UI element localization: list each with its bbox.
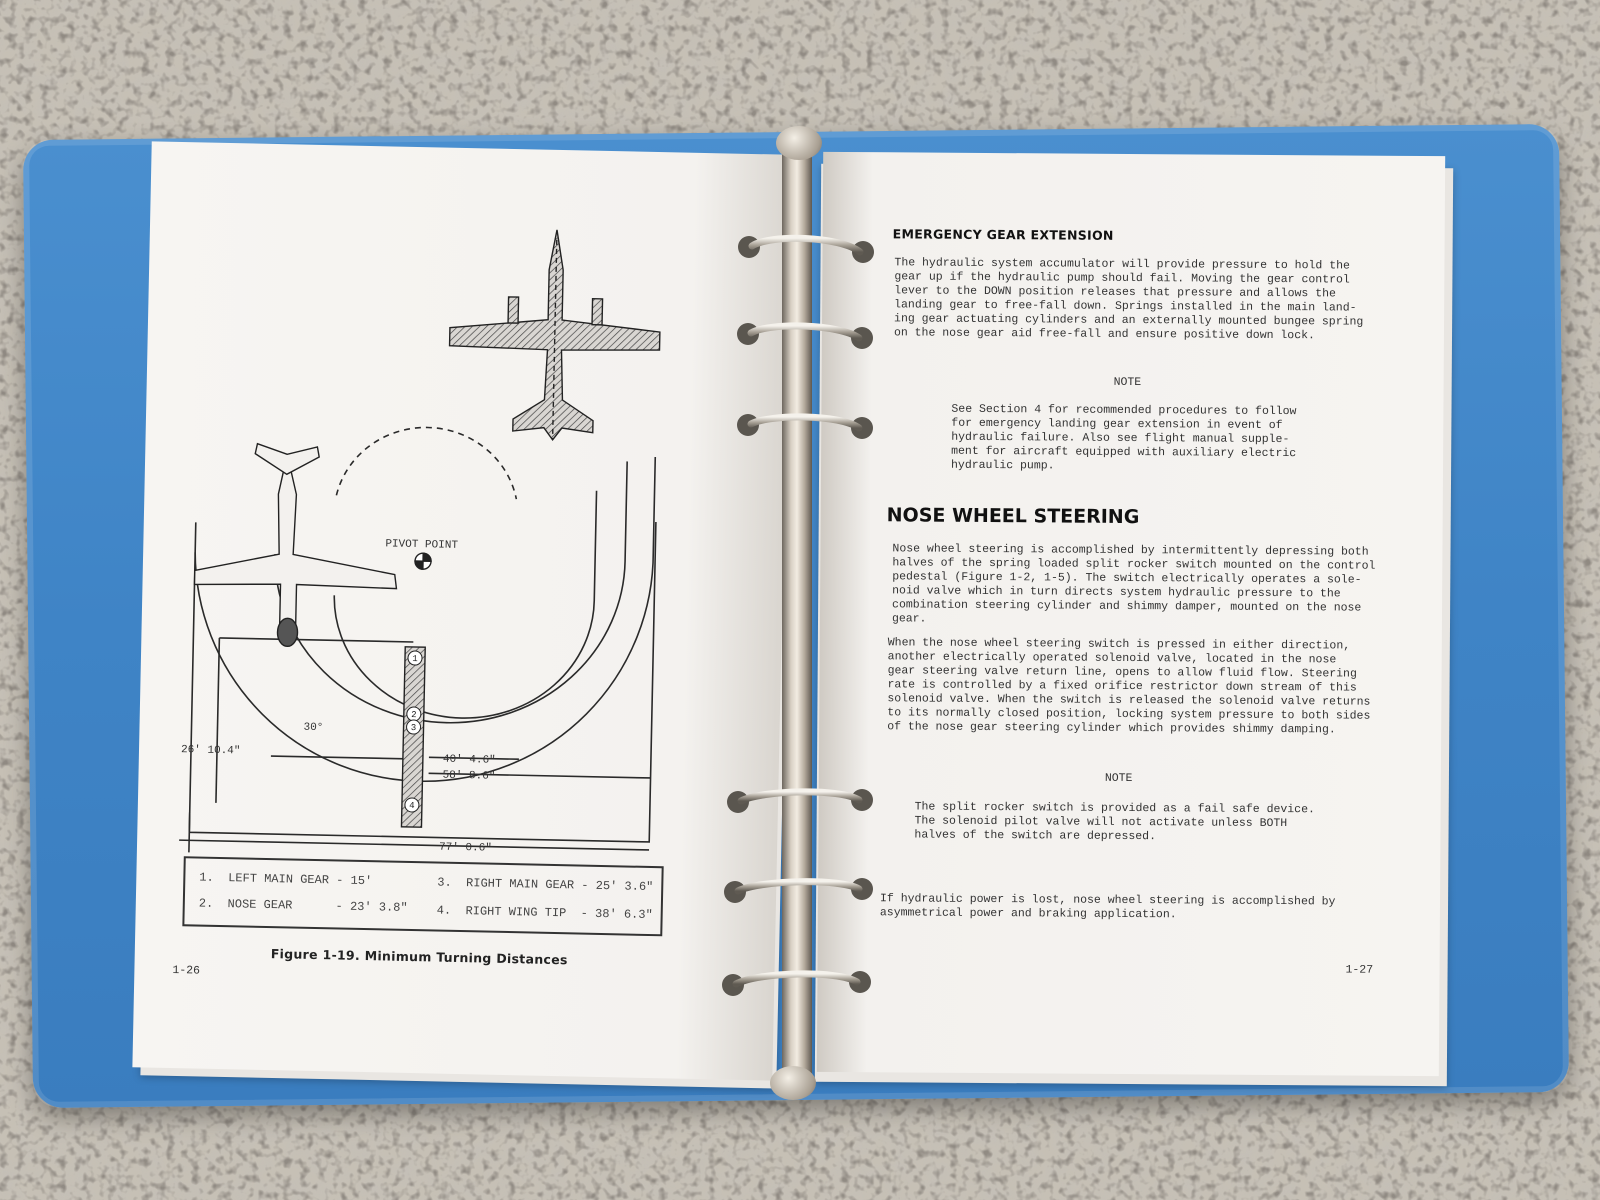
text-line: Nose wheel steering is accomplished by intermittently depressing both xyxy=(892,542,1369,559)
text-line: pedestal (Figure 1-2, 1-5). The switch electrically operates a sole- xyxy=(892,570,1362,587)
emergency-gear-heading: EMERGENCY GEAR EXTENSION xyxy=(892,226,1114,243)
dim-40ft: 40' 4.6" xyxy=(442,753,496,767)
text-line: asymmetrical power and braking application. xyxy=(879,906,1177,922)
right-page xyxy=(817,152,1445,1076)
legend-item-2: 2. NOSE GEAR - 23' 3.8" xyxy=(198,896,408,915)
text-line: gear. xyxy=(891,612,927,626)
text-line: The solenoid pilot valve will not activate unless BOTH xyxy=(914,814,1288,831)
dashed-pivot-arc xyxy=(336,426,517,500)
text-line: See Section 4 for recommended procedures to follow xyxy=(951,402,1297,419)
text-line: halves of the switch are depressed. xyxy=(914,828,1157,844)
text-line: ment for aircraft equipped with auxiliary electric xyxy=(951,444,1297,461)
note-2-body xyxy=(914,800,1394,845)
angle-label: 30° xyxy=(303,721,324,735)
note-2-title: NOTE xyxy=(1104,771,1133,786)
marker-2: 2 xyxy=(411,709,417,721)
pivot-point-marker xyxy=(415,553,431,569)
text-line: The split rocker switch is provided as a fail safe device. xyxy=(914,800,1315,817)
text-line: When the nose wheel steering switch is pressed in either direction, xyxy=(887,636,1351,653)
note-1-title: NOTE xyxy=(1113,375,1142,390)
page-number-right: 1-27 xyxy=(1345,963,1374,977)
text-line: halves of the spring loaded split rocker switch mounted on the control xyxy=(892,556,1376,573)
text-line: ing gear actuating cylinders and an externally mounted bungee spring xyxy=(894,312,1364,329)
left-page xyxy=(132,141,791,1080)
text-line: noid valve which in turn directs system hydraulic pressure to the xyxy=(892,584,1341,601)
text-line: solenoid valve. When the switch is released the solenoid valve returns xyxy=(887,692,1371,709)
turning-distance-diagram xyxy=(179,192,672,855)
binder-post-bottom xyxy=(770,1066,816,1100)
aircraft-turning xyxy=(193,442,399,648)
text-line: landing gear to free-fall down. Springs installed in the main land- xyxy=(894,298,1357,315)
text-line: hydraulic failure. Also see flight manual supple- xyxy=(951,430,1290,447)
main-gear-path xyxy=(272,454,627,726)
text-line: The hydraulic system accumulator will provide pressure to hold the xyxy=(894,256,1350,273)
binder-spine xyxy=(782,134,812,1090)
dim-77ft: 77' 0.6" xyxy=(438,841,492,855)
dim-26ft: 26' 10.4" xyxy=(180,744,241,758)
legend-item-1: 1. LEFT MAIN GEAR - 15' xyxy=(199,870,373,889)
text-line: another electrically operated solenoid valve, located in the nose xyxy=(887,650,1337,667)
final-paragraph xyxy=(880,892,1420,924)
text-line: of the nose gear steering cylinder which provides shimmy damping. xyxy=(887,720,1336,737)
marker-4: 4 xyxy=(409,800,415,812)
aircraft-top xyxy=(448,228,662,442)
marker-3: 3 xyxy=(410,722,417,734)
note-1-body xyxy=(951,403,1351,476)
figure-caption: Figure 1-19. Minimum Turning Distances xyxy=(270,946,568,968)
pivot-point-label: PIVOT POINT xyxy=(385,538,459,552)
text-line: for emergency landing gear extension in event of xyxy=(951,416,1283,433)
text-line: combination steering cylinder and shimmy damper, mounted on the nose xyxy=(892,598,1362,615)
text-line: to its normally closed position, locking system pressure to both sides xyxy=(887,706,1371,723)
inner-turn-path xyxy=(332,485,597,720)
legend-item-3: 3. RIGHT MAIN GEAR - 25' 3.6" xyxy=(437,875,654,895)
page-number-left: 1-26 xyxy=(172,964,201,978)
legend-item-4: 4. RIGHT WING TIP - 38' 6.3" xyxy=(436,903,653,923)
steering-paragraph-1 xyxy=(892,542,1429,630)
binder-post-top xyxy=(776,126,822,160)
text-line: gear steering valve return line, opens to allow fluid flow. Steering xyxy=(887,664,1357,681)
marker-1: 1 xyxy=(412,653,418,665)
text-line: hydraulic pump. xyxy=(950,458,1055,473)
dim-58ft: 58' 8.6" xyxy=(442,769,496,783)
text-line: rate is controlled by a fixed orifice restrictor down stream of this xyxy=(887,678,1357,695)
legend-box xyxy=(182,856,663,936)
text-line: gear up if the hydraulic pump should fail. Moving the gear control xyxy=(894,270,1350,287)
text-line: lever to the DOWN position releases that pressure and allows the xyxy=(894,284,1336,301)
text-line: If hydraulic power is lost, nose wheel steering is accomplished by xyxy=(879,892,1336,909)
text-line: on the nose gear aid free-fall and ensure positive down lock. xyxy=(893,326,1315,343)
nose-wheel-steering-heading: NOSE WHEEL STEERING xyxy=(886,504,1140,529)
steering-paragraph-2 xyxy=(887,636,1428,738)
emergency-gear-paragraph xyxy=(894,256,1425,344)
